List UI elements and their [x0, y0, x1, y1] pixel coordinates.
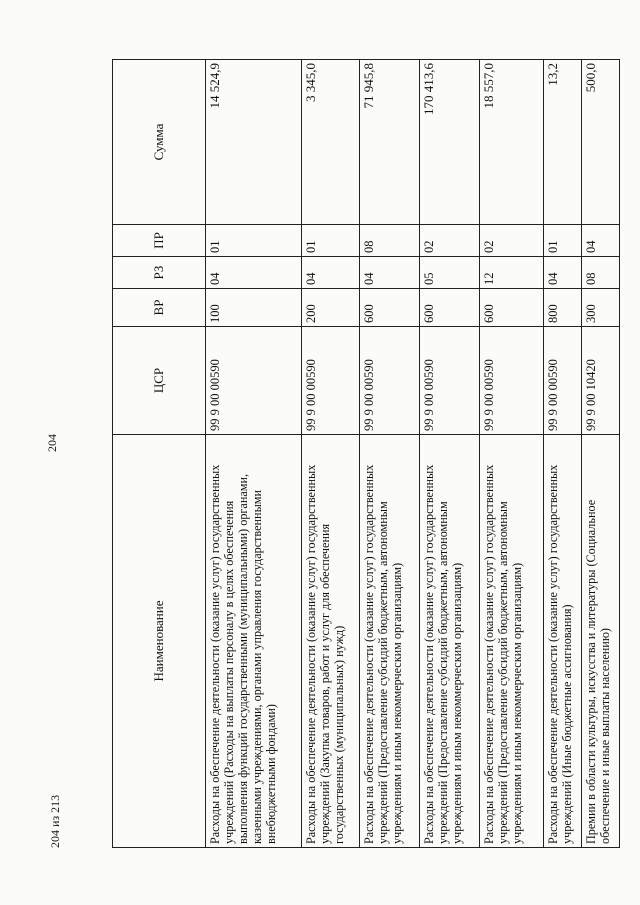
rotated-table-wrapper [112, 60, 613, 848]
cell-name: Расходы на обеспечение деятельности (оказание услуг) государственных учреждений (Закупка товаров, работ и услуг для обеспечения государственных (муниципальных) нужд) [302, 435, 360, 848]
table-row [480, 60, 544, 848]
cell-pr: 01 [302, 225, 360, 257]
table-row [206, 60, 302, 848]
cell-pr: 01 [544, 225, 582, 257]
cell-sum: 13,2 [544, 60, 582, 225]
table-row [582, 60, 620, 848]
cell-sum: 14 524,9 [206, 60, 302, 225]
header-csr: ЦСР [113, 327, 206, 435]
header-pr: ПР [113, 225, 206, 257]
cell-vr: 800 [544, 289, 582, 327]
cell-vr: 600 [360, 289, 420, 327]
cell-csr: 99 9 00 00590 [302, 327, 360, 435]
cell-csr: 99 9 00 00590 [206, 327, 302, 435]
cell-csr: 99 9 00 10420 [582, 327, 620, 435]
cell-vr: 600 [420, 289, 480, 327]
cell-csr: 99 9 00 00590 [360, 327, 420, 435]
cell-pr: 08 [360, 225, 420, 257]
header-name: Наименование [113, 435, 206, 848]
table-row [302, 60, 360, 848]
page-footer: 204 из 213 [48, 794, 62, 848]
cell-rz: 04 [206, 257, 302, 289]
cell-vr: 200 [302, 289, 360, 327]
page-number-top: 204 [45, 434, 59, 452]
header-vr: ВР [113, 289, 206, 327]
header-sum: Сумма [113, 60, 206, 225]
table-row [420, 60, 480, 848]
cell-sum: 18 557,0 [480, 60, 544, 225]
cell-name: Расходы на обеспечение деятельности (оказание услуг) государственных учреждений (Иные бюджетные ассигнования) [544, 435, 582, 848]
cell-pr: 02 [480, 225, 544, 257]
table-row [360, 60, 420, 848]
cell-pr: 02 [420, 225, 480, 257]
cell-pr: 01 [206, 225, 302, 257]
cell-rz: 08 [582, 257, 620, 289]
cell-rz: 04 [544, 257, 582, 289]
cell-rz: 04 [360, 257, 420, 289]
cell-rz: 05 [420, 257, 480, 289]
cell-sum: 3 345,0 [302, 60, 360, 225]
cell-vr: 100 [206, 289, 302, 327]
cell-csr: 99 9 00 00590 [420, 327, 480, 435]
cell-sum: 71 945,8 [360, 60, 420, 225]
header-rz: РЗ [113, 257, 206, 289]
cell-name: Расходы на обеспечение деятельности (оказание услуг) государственных учреждений (Расходы на выплаты персоналу в целях обеспечения выполнения функций государственными (муниципальными) органами, казенными учреждениями, органами управления государственными внебюджетными фондами) [206, 435, 302, 848]
cell-sum: 170 413,6 [420, 60, 480, 225]
table-row [544, 60, 582, 848]
cell-csr: 99 9 00 00590 [544, 327, 582, 435]
cell-pr: 04 [582, 225, 620, 257]
cell-name: Расходы на обеспечение деятельности (оказание услуг) государственных учреждений (Предоставление субсидий бюджетным, автономным учреждениям и иным некоммерческим организациям) [420, 435, 480, 848]
cell-vr: 600 [480, 289, 544, 327]
cell-name: Премии в области культуры, искусства и литературы (Социальное обеспечение и иные выплаты населению) [582, 435, 620, 848]
cell-vr: 300 [582, 289, 620, 327]
cell-name: Расходы на обеспечение деятельности (оказание услуг) государственных учреждений (Предоставление субсидий бюджетным, автономным учреждениям и иным некоммерческим организациям) [480, 435, 544, 848]
cell-rz: 12 [480, 257, 544, 289]
cell-csr: 99 9 00 00590 [480, 327, 544, 435]
cell-sum: 500,0 [582, 60, 620, 225]
table-header-row [113, 60, 206, 848]
cell-name: Расходы на обеспечение деятельности (оказание услуг) государственных учреждений (Предоставление субсидий бюджетным, автономным учреждениям и иным некоммерческим организациям) [360, 435, 420, 848]
cell-rz: 04 [302, 257, 360, 289]
budget-table [112, 59, 620, 848]
